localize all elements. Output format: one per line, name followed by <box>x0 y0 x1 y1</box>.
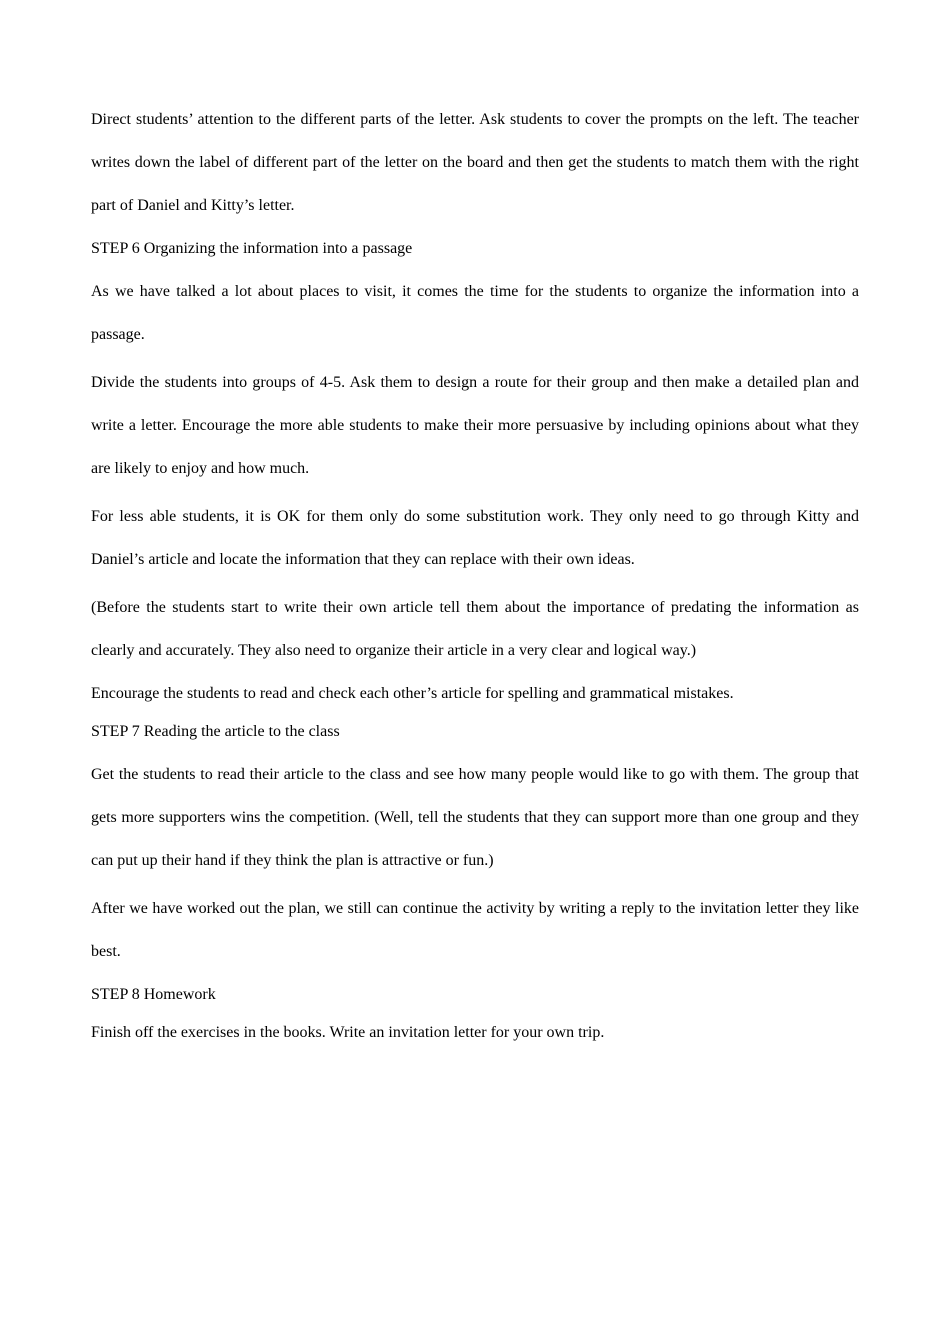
paragraph-divide-groups: Divide the students into groups of 4-5. Ask them to design a route for their group and then make a detailed plan and write a letter. Encourage the more able students to make their more persuasive by including opinions about what they are likely to enjoy and how much. <box>91 374 859 477</box>
paragraph-before-writing: (Before the students start to write their own article tell them about the importance of predating the information as clearly and accurately. They also need to organize their article in a very clear and logical way.) <box>91 599 859 659</box>
document-page <box>91 98 859 1054</box>
paragraph-peer-check: Encourage the students to read and check each other’s article for spelling and grammatical mistakes. <box>91 685 734 702</box>
step-7-heading: STEP 7 Reading the article to the class <box>91 723 340 740</box>
paragraph-homework: Finish off the exercises in the books. Write an invitation letter for your own trip. <box>91 1024 605 1041</box>
paragraph-reply-letter: After we have worked out the plan, we still can continue the activity by writing a reply to the invitation letter they like best. <box>91 900 859 960</box>
paragraph-less-able-students: For less able students, it is OK for them only do some substitution work. They only need to go through Kitty and Daniel’s article and locate the information that they can replace with their own ideas. <box>91 508 859 568</box>
step-8-heading: STEP 8 Homework <box>91 986 216 1003</box>
paragraph-letter-parts: Direct students’ attention to the different parts of the letter. Ask students to cover the prompts on the left. The teacher writes down the label of different part of the letter on the board and then get the students to match them with the right part of Daniel and Kitty’s letter. <box>91 111 859 214</box>
step-6-heading: STEP 6 Organizing the information into a passage <box>91 240 413 257</box>
paragraph-places-to-visit: As we have talked a lot about places to visit, it comes the time for the students to organize the information into a passage. <box>91 283 859 343</box>
paragraph-read-to-class: Get the students to read their article to the class and see how many people would like to go with them. The group that gets more supporters wins the competition. (Well, tell the students that they can support more than one group and they can put up their hand if they think the plan is attractive or fun.) <box>91 766 859 869</box>
